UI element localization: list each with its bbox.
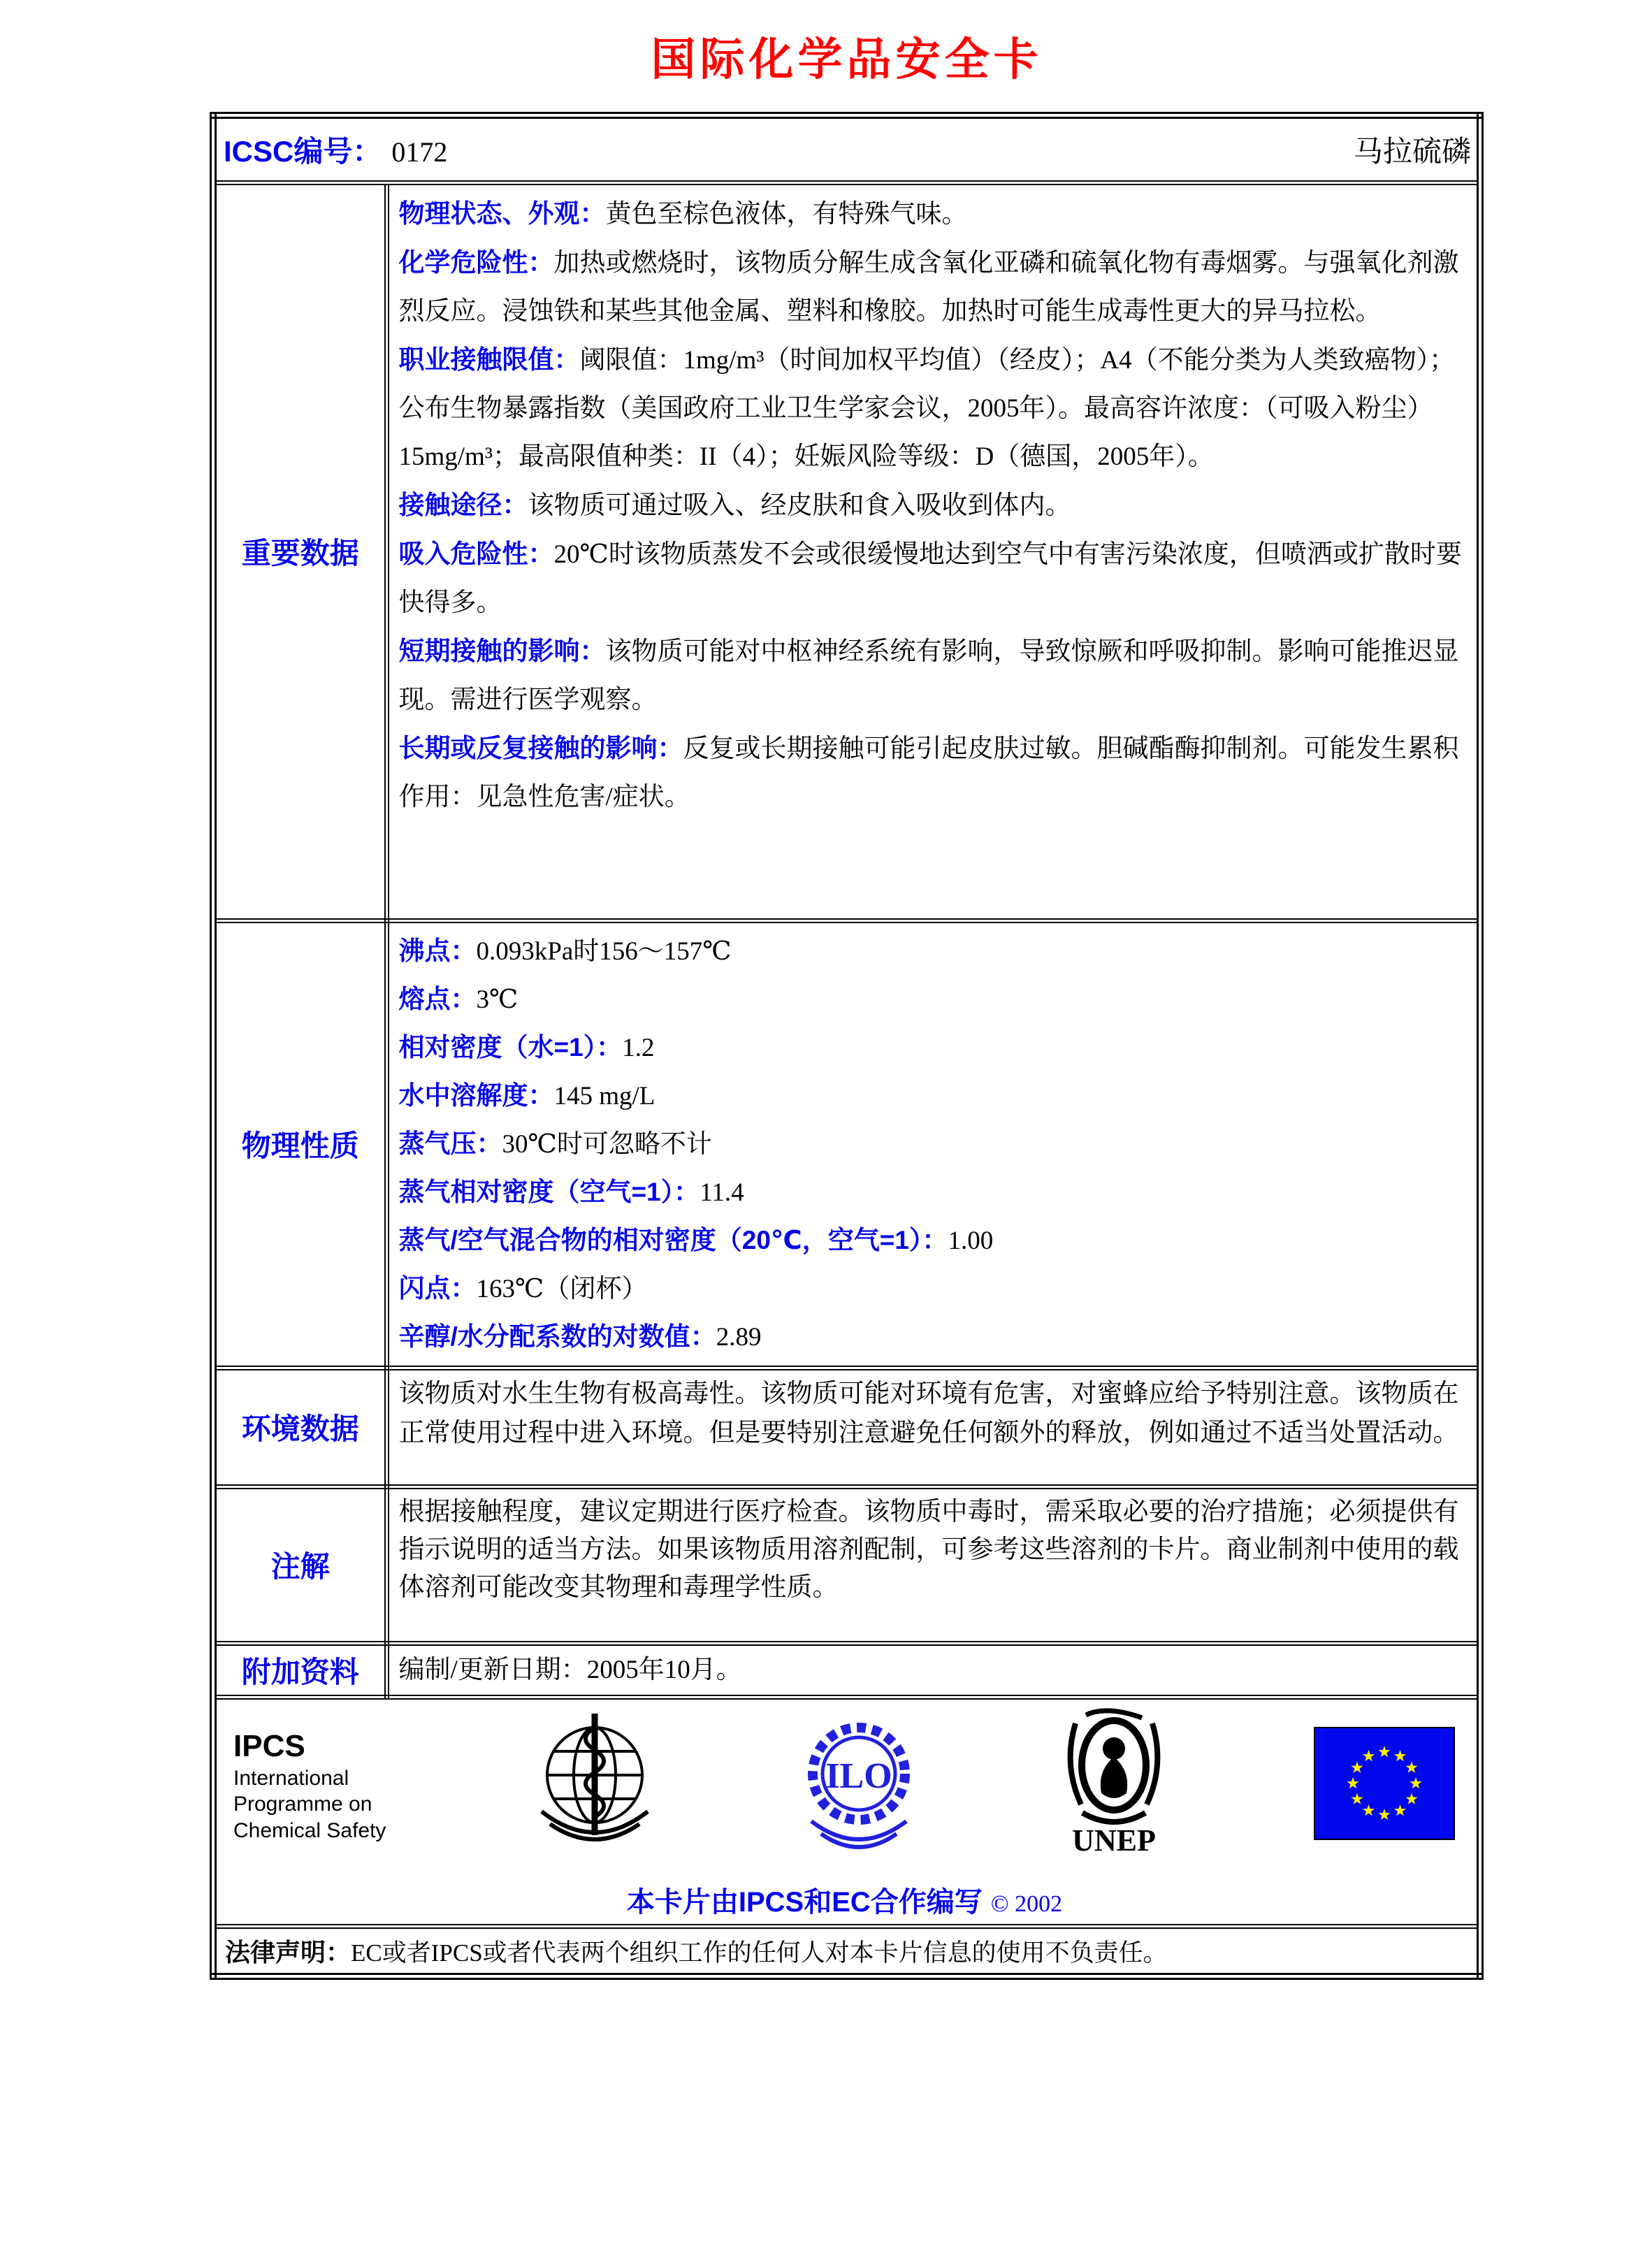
card-text-line: 长期或反复接触的影响：反复或长期接触可能引起皮肤过敏。胆碱酯酶抑制剂。可能发生累积作用：见急性危害/症状。 xyxy=(398,733,1459,811)
section-label-additional-information: 附加资料 xyxy=(213,1643,386,1697)
card-text-line: 闪点：163℃（闭杯） xyxy=(398,1273,648,1303)
card-text-line: 蒸气/空气混合物的相对密度（20℃，空气=1）：1.00 xyxy=(398,1225,994,1255)
icsc-number-label: ICSC编号： xyxy=(224,134,382,168)
section-label-physical-properties: 物理性质 xyxy=(213,920,386,1368)
who-logo-icon xyxy=(526,1708,663,1862)
ipcs-title: IPCS xyxy=(233,1728,305,1763)
section-content-physical-properties xyxy=(386,920,1480,1368)
card-text-line: 沸点：0.093kPa时156～157℃ xyxy=(398,936,732,966)
eu-flag-icon xyxy=(1313,1726,1456,1844)
ipcs-subtitle-line1: International xyxy=(233,1766,349,1790)
card-text-line: 根据接触程度，建议定期进行医疗检查。该物质中毒时，需采取必要的治疗措施；必须提供有指示说明的适当方法。如果该物质用溶剂配制，可参考这些溶剂的卡片。商业制剂中使用的载体溶剂可能改变其物理和毒理学性质。 xyxy=(398,1497,1459,1602)
field-label: 水中溶解度： xyxy=(398,1080,554,1110)
card-text-line: 熔点：3℃ xyxy=(398,984,519,1014)
page-title: 国际化学品安全卡 xyxy=(651,35,1043,85)
organizations-row xyxy=(213,1697,1480,1926)
ilo-logo-icon xyxy=(803,1709,915,1861)
card-text-line: 接触途径：该物质可通过吸入、经皮肤和食入吸收到体内。 xyxy=(398,490,1071,520)
section-content-additional-information xyxy=(386,1643,1480,1697)
unep-logo-icon xyxy=(1055,1708,1173,1862)
card-text-line: 物理状态、外观：黄色至棕色液体，有特殊气味。 xyxy=(398,198,968,229)
credit-text: 本卡片由IPCS和EC合作编写 xyxy=(626,1886,983,1918)
card-text-line: 相对密度（水=1）：1.2 xyxy=(398,1032,655,1062)
card-text-line: 吸入危险性：20℃时该物质蒸发不会或很缓慢地达到空气中有害污染浓度，但喷洒或扩散时要快得多。 xyxy=(398,539,1462,617)
chemical-name: 马拉硫磷 xyxy=(1353,136,1471,168)
legal-notice-label: 法律声明： xyxy=(225,1937,352,1967)
field-label: 相对密度（水=1）： xyxy=(398,1032,623,1062)
section-content-environmental-data xyxy=(386,1368,1480,1486)
card-text-line: 短期接触的影响：该物质可能对中枢神经系统有影响，导致惊厥和呼吸抑制。影响可能推迟显现。需进行医学观察。 xyxy=(398,636,1459,714)
copyright-text: © 2002 xyxy=(990,1890,1063,1917)
card-text-line: 职业接触限值：阈限值：1mg/m³（时间加权平均值）（经皮）；A4（不能分类为人类致癌物）；公布生物暴露指数（美国政府工业卫生学家会议，2005年）。最高容许浓度：（可吸入粉尘）15mg/m³；最高限值种类：II（4）；妊娠风险等级：D（德国，2005年）。 xyxy=(398,345,1456,471)
ipcs-subtitle-line3: Chemical Safety xyxy=(233,1818,386,1842)
field-label: 闪点： xyxy=(398,1273,477,1303)
card-text-line: 蒸气压：30℃时可忽略不计 xyxy=(398,1129,712,1159)
field-label: 接触途径： xyxy=(398,490,528,519)
field-label: 物理状态、外观： xyxy=(398,198,606,228)
field-label: 长期或反复接触的影响： xyxy=(398,733,683,762)
field-label: 吸入危险性： xyxy=(398,539,554,568)
section-content-notes xyxy=(386,1486,1480,1643)
ipcs-text-block xyxy=(233,1727,386,1844)
card-header-row xyxy=(213,115,1480,182)
field-label: 职业接触限值： xyxy=(398,345,580,374)
section-label-notes: 注解 xyxy=(213,1486,386,1643)
icsc-card-table xyxy=(210,112,1484,1980)
svg-text:UNEP: UNEP xyxy=(1071,1823,1156,1858)
legal-notice-text: EC或者IPCS或者代表两个组织工作的任何人对本卡片信息的使用不负责任。 xyxy=(351,1939,1168,1967)
section-label-important-data: 重要数据 xyxy=(213,182,386,920)
card-text-line: 编制/更新日期：2005年10月。 xyxy=(398,1655,742,1684)
field-label: 辛醇/水分配系数的对数值： xyxy=(398,1322,716,1351)
icsc-number-value: 0172 xyxy=(391,136,448,168)
field-label: 熔点： xyxy=(398,984,477,1013)
legal-notice-row xyxy=(213,1926,1480,1976)
section-label-environmental-data: 环境数据 xyxy=(213,1368,386,1486)
field-label: 短期接触的影响： xyxy=(398,636,606,665)
card-text-line: 蒸气相对密度（空气=1）：11.4 xyxy=(398,1177,744,1207)
field-label: 化学危险性： xyxy=(398,247,554,277)
ipcs-subtitle-line2: Programme on xyxy=(233,1793,372,1816)
card-text-line: 水中溶解度：145 mg/L xyxy=(398,1080,655,1110)
card-text-line: 化学危险性：加热或燃烧时，该物质分解生成含氧化亚磷和硫氧化物有毒烟雾。与强氧化剂激烈反应。浸蚀铁和某些其他金属、塑料和橡胶。加热时可能生成毒性更大的异马拉松。 xyxy=(398,247,1459,326)
card-text-line: 辛醇/水分配系数的对数值：2.89 xyxy=(398,1322,762,1352)
svg-text:ILO: ILO xyxy=(825,1756,892,1796)
credit-line xyxy=(233,1880,1456,1920)
card-text-line: 该物质对水生生物有极高毒性。该物质可能对环境有危害，对蜜蜂应给予特别注意。该物质在正常使用过程中进入环境。但是要特别注意避免任何额外的释放，例如通过不适当处置活动。 xyxy=(398,1379,1459,1447)
icsc-number-group xyxy=(224,129,447,171)
section-content-important-data xyxy=(386,182,1480,920)
field-label: 蒸气/空气混合物的相对密度（20℃，空气=1）： xyxy=(398,1225,948,1254)
field-label: 沸点： xyxy=(398,936,477,965)
field-label: 蒸气相对密度（空气=1）： xyxy=(398,1177,700,1206)
field-label: 蒸气压： xyxy=(398,1129,502,1158)
